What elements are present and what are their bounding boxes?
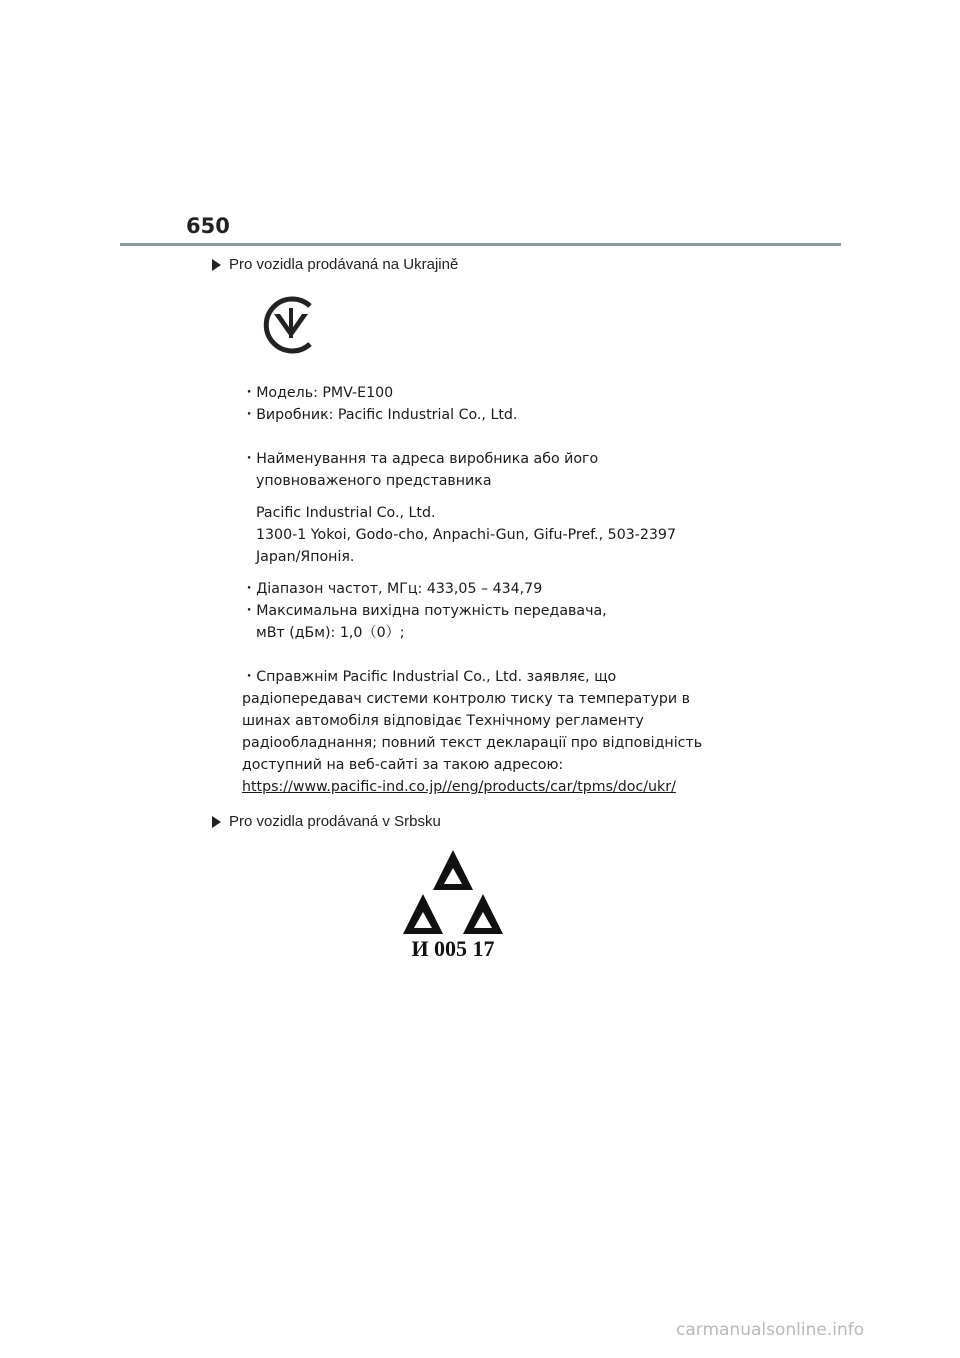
representative-heading-line1: ・Найменування та адреса виробника або його [242,451,599,467]
max-power-line2: мВт (дБм): 1,0（0）; [256,625,405,641]
declaration-url[interactable]: https://www.pacific-ind.co.jp//eng/products/car/tpms/doc/ukr/ [242,779,676,795]
manufacturer-line: ・Виробник: Pacific Industrial Co., Ltd. [242,407,518,423]
header-rule [120,243,841,246]
model-line: ・Модель: PMV-E100 [242,385,394,401]
declaration-line4: радіообладнання; повний текст декларації про відповідність [242,735,703,751]
serbian-conformity-triangle-icon [401,848,505,934]
company-country: Japan/Японія. [256,549,355,565]
section-heading-label: Pro vozidla prodávaná v Srbsku [229,813,441,830]
declaration-line1: ・Справжнім Pacific Industrial Co., Ltd. заявляє, що [242,669,617,685]
serbia-approval-code: И 005 17 [411,936,495,961]
declaration-line2: радіопередавач системи контролю тиску та температури в [242,691,690,707]
watermark: carmanualsonline.info [676,1320,865,1340]
section-heading-label: Pro vozidla prodávaná na Ukrajině [229,256,459,273]
frequency-range-line: ・Діапазон частот, МГц: 433,05 – 434,79 [242,581,543,597]
triangle-right-icon [212,816,221,828]
representative-heading-line2: уповноваженого представника [256,473,492,489]
company-address: 1300-1 Yokoi, Godo-cho, Anpachi-Gun, Gifu-Pref., 503-2397 [256,527,676,543]
declaration-line5: доступний на веб-сайті за такою адресою: [242,757,564,773]
declaration-line3: шинах автомобіля відповідає Технічному регламенту [242,713,644,729]
ukrainian-conformity-mark-icon [258,292,324,363]
page-number: 650 [186,214,230,238]
section-heading-serbia [210,813,441,830]
serbian-conformity-mark [400,848,506,962]
ukraine-declaration [232,282,728,808]
max-power-line1: ・Максимальна вихідна потужність передавача, [242,603,607,619]
section-heading-ukraine [210,256,458,273]
company-name: Pacific Industrial Co., Ltd. [256,505,436,521]
triangle-right-icon [212,259,221,271]
